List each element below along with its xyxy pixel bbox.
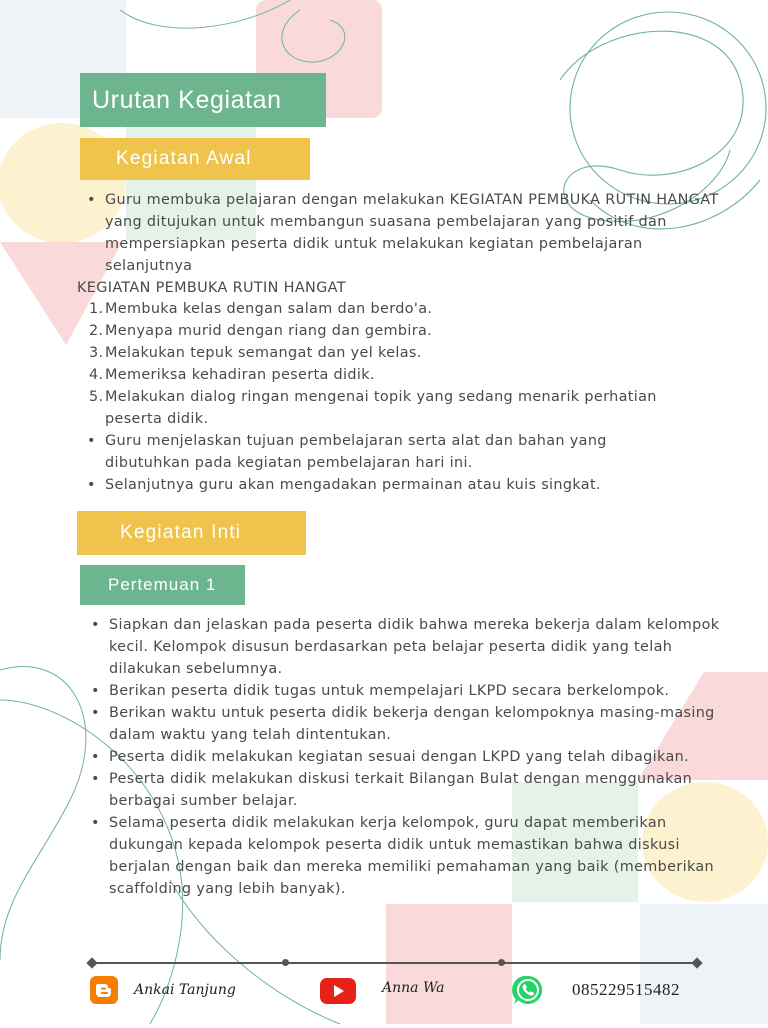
footer-whatsapp[interactable] xyxy=(512,974,680,1006)
list-item xyxy=(105,474,665,496)
bullet-text: Selama peserta didik melakukan kerja kelompok, guru dapat memberikan dukungan kepada kelompok peserta didik untuk memastikan bahwa diskusi berjalan dengan baik dan mereka memiliki pemahaman yang baik (memberikan scaffolding yang lebih banyak). xyxy=(109,815,715,897)
list-item xyxy=(109,746,723,768)
blog-name: Ankai Tanjung xyxy=(134,982,236,998)
list-item xyxy=(109,702,723,746)
list-item xyxy=(109,768,723,812)
inti-bullet-list xyxy=(109,614,723,900)
list-item: 2. Menyapa murid dengan riang dan gembira. xyxy=(89,323,433,339)
youtube-icon xyxy=(320,978,356,1004)
list-item: 3. Melakukan tepuk semangat dan yel kelas. xyxy=(89,345,422,361)
intro-bullet-text: Guru membuka pelajaran dengan melakukan KEGIATAN PEMBUKA RUTIN HANGAT yang ditujukan untuk membangun suasana pembelajaran yang positif dan mempersiapkan peserta didik untuk melakukan kegiatan pembelajaran selanjutnya xyxy=(105,192,719,274)
youtube-name: Anna Wa xyxy=(382,980,445,996)
section-header-kegiatan-awal xyxy=(80,138,310,180)
bullet-text: Berikan peserta didik tugas untuk mempelajari LKPD secara berkelompok. xyxy=(109,683,670,699)
bullet-text: Selanjutnya guru akan mengadakan permainan atau kuis singkat. xyxy=(105,477,601,493)
subheading-text: KEGIATAN PEMBUKA RUTIN HANGAT xyxy=(77,280,346,296)
divider-dot xyxy=(282,959,289,966)
footer-blog[interactable] xyxy=(90,976,236,1004)
divider-line xyxy=(92,962,696,964)
step-text: Melakukan tepuk semangat dan yel kelas. xyxy=(105,345,422,361)
list-item: 1. Membuka kelas dengan salam dan berdo'a. xyxy=(89,301,433,317)
bullet-text: Siapkan dan jelaskan pada peserta didik bahwa mereka bekerja dalam kelompok kecil. Kelompok disusun berdasarkan peta belajar peserta didik yang telah dilakukan sebelumnya. xyxy=(109,617,720,677)
whatsapp-icon xyxy=(512,974,544,1006)
intro-bullet-list xyxy=(105,189,725,277)
bullet-text: Guru menjelaskan tujuan pembelajaran serta alat dan bahan yang dibutuhkan pada kegiatan pembelajaran hari ini. xyxy=(105,433,607,471)
page-title-text: Urutan Kegiatan xyxy=(92,85,282,114)
list-item xyxy=(105,430,665,474)
pembuka-subheading xyxy=(77,277,346,299)
list-item xyxy=(109,614,723,680)
list-item xyxy=(109,680,723,702)
list-item xyxy=(105,189,725,277)
blogger-icon xyxy=(90,976,118,1004)
divider-end-right xyxy=(691,957,702,968)
step-text: Membuka kelas dengan salam dan berdo'a. xyxy=(105,301,433,317)
section-header-kegiatan-inti xyxy=(77,511,306,555)
kegiatan-inti-content xyxy=(109,614,723,900)
step-text: Memeriksa kehadiran peserta didik. xyxy=(105,367,375,383)
list-item xyxy=(109,812,723,900)
steps-list xyxy=(89,298,715,430)
phone-number: 085229515482 xyxy=(572,980,680,999)
footer-youtube[interactable] xyxy=(320,978,444,1004)
bullet-text: Berikan waktu untuk peserta didik bekerja dengan kelompoknya masing-masing dalam waktu yang telah dintentukan. xyxy=(109,705,715,743)
after-bullets-list xyxy=(105,430,665,496)
kegiatan-awal-content xyxy=(105,189,725,277)
meeting-label xyxy=(80,565,245,605)
section-label-inti: Kegiatan Inti xyxy=(120,522,242,543)
meeting-label-text: Pertemuan 1 xyxy=(108,575,217,594)
step-text: Melakukan dialog ringan mengenai topik yang sedang menarik perhatian peserta didik. xyxy=(105,389,657,427)
list-item: 5. Melakukan dialog ringan mengenai topik yang sedang menarik perhatian peserta didik. xyxy=(89,389,657,427)
step-text: Menyapa murid dengan riang dan gembira. xyxy=(105,323,433,339)
page-title xyxy=(80,73,326,127)
pembuka-steps xyxy=(89,298,715,496)
bullet-text: Peserta didik melakukan diskusi terkait Bilangan Bulat dengan menggunakan berbagai sumber belajar. xyxy=(109,771,693,809)
section-label-awal: Kegiatan Awal xyxy=(116,148,252,169)
bullet-text: Peserta didik melakukan kegiatan sesuai dengan LKPD yang telah dibagikan. xyxy=(109,749,690,765)
divider-dot xyxy=(498,959,505,966)
list-item: 4. Memeriksa kehadiran peserta didik. xyxy=(89,367,375,383)
